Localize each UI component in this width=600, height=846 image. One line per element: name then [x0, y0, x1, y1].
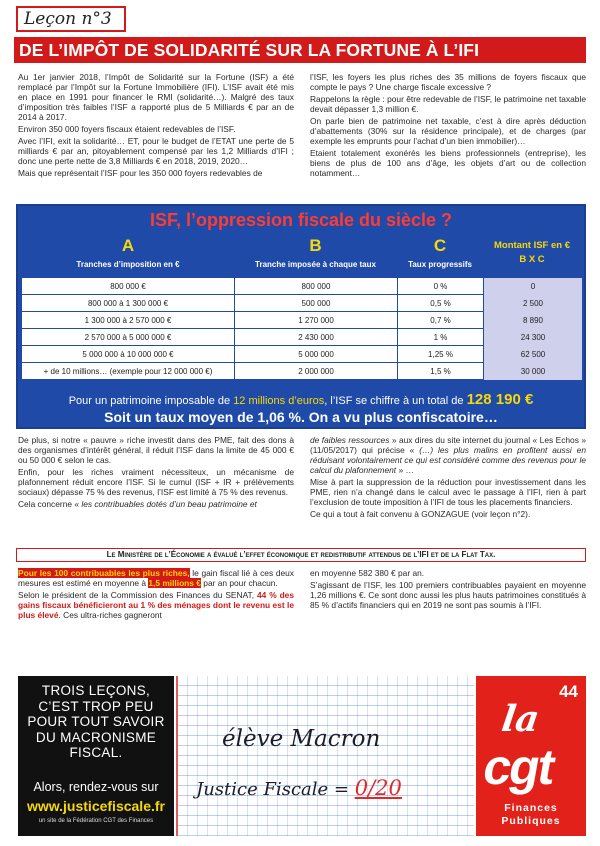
promo-line: C’EST TROP PEU [38, 698, 154, 714]
isf-summary-line2: Soit un taux moyen de 1,06 %. On a vu plus confiscatoire… [104, 409, 498, 425]
table-row [22, 295, 582, 312]
summary-total: 128 190 € [466, 391, 534, 408]
bottom-paragraph [18, 568, 294, 588]
justice-label: Justice Fiscale = [196, 779, 355, 800]
table-cell: 1,5 % [397, 363, 483, 380]
column-header-tranches: Tranches d’imposition en € [76, 260, 180, 269]
intro-paragraph: Mais que représentait l’ISF pour les 350 000 foyers redevables de [18, 168, 263, 178]
cgt-finances-publiques [476, 802, 586, 828]
table-row [22, 312, 582, 329]
text-fragment: » … [396, 465, 414, 475]
table-cell: 2 000 000 [234, 363, 397, 380]
cgt-line: Finances [504, 802, 558, 814]
montant-header-line2: B X C [519, 254, 545, 265]
cgt-number: 44 [559, 682, 578, 701]
promo-box [18, 676, 174, 836]
intro-paragraph: Avec l’IFI, exit la solidarité… ET, pour le budget de l’ETAT une perte de 5 milliards € par an, pitoyablement compensé par les 1,2 Milliards d’IFI ; donc une perte nette de 3,8 Milliards € en 2018, 2019, 2020… [18, 136, 294, 166]
bottom-left-column [18, 568, 294, 658]
notebook-illustration [176, 676, 474, 836]
middle-paragraph [18, 499, 294, 509]
highlight: 44 % des gains fiscaux bénéficieront au 1 % des ménages dont le revenu est le plus élevé [18, 590, 294, 620]
table-cell: 1 % [397, 329, 483, 346]
column-letter-a: A [121, 236, 135, 255]
column-header-tranche-imposee: Tranche imposée à chaque taux [255, 260, 376, 269]
quote-fragment: de faibles ressources [310, 435, 390, 445]
table-cell: 5 000 000 [234, 346, 397, 363]
intro-paragraph: Au 1er janvier 2018, l’Impôt de Solidarité sur la Fortune (ISF) a été remplacé par l’Impôt sur la Fortune Immobilière (IFI). L’ISF avait été mis en place en 1991 pour financer le RMI (solidarité…). Malgré des taux d’imposition très faibles l’ISF a rapporté plus de 5 Milliards € par an de 2014 à 2017. [18, 72, 294, 122]
text-fragment: Cela concerne « [18, 499, 82, 509]
table-cell: 1 270 000 [234, 312, 397, 329]
table-row [22, 346, 582, 363]
table-cell: 800 000 à 1 300 000 € [87, 299, 169, 308]
ministere-banner: Le Ministère de l’Économie a évalué l’effet économique et redistributif attendus de l’IFI et de la Flat Tax. [16, 548, 586, 562]
promo-line: FISCAL. [69, 745, 123, 760]
promo-headline [18, 683, 174, 761]
promo-line: POUR TOUT SAVOIR [27, 714, 165, 729]
table-cell: 0,5 % [397, 295, 483, 312]
table-cell: 5 000 000 à 10 000 000 € [82, 350, 174, 359]
table-cell: 800 000 [234, 278, 397, 295]
summary-text: , l’ISF se chiffre à un total de [324, 395, 464, 407]
promo-url-link[interactable]: www.justicefiscale.fr [27, 798, 165, 814]
text-fragment: » aux dires du site internet du journal « Les Echos » (11/05/2017) qui précise « [310, 435, 587, 455]
table-cell: 2 570 000 à 5 000 000 € [84, 333, 172, 342]
table-cell: 1,25 % [397, 346, 483, 363]
justice-fiscale-text [196, 776, 466, 800]
column-letter-c: C [433, 236, 447, 255]
table-cell: 2 430 000 [234, 329, 397, 346]
intro-right-column [310, 72, 586, 208]
table-cell: 8 890 [483, 312, 582, 329]
text-fragment: le gain fiscal lié à ces deux mesures est estimé en moyenne à [18, 568, 294, 588]
table-cell: 500 000 [234, 295, 397, 312]
isf-table-rows [22, 278, 582, 380]
highlight: Pour les 100 contribuables les plus riches, [18, 568, 190, 578]
quote-fragment: (…) les plus malins en profitent aussi en réduisant volontairement ce qui est considéré comme des revenus pour le calcul du plafonnement [310, 445, 586, 475]
bottom-paragraph: en moyenne 582 380 € par an. [310, 568, 425, 578]
middle-paragraph: Mise à part la suppression de la réduction pour investissement dans les PME, rien n’a changé dans le calcul avec le passage à l’IFI, rien à part l’exclusion de toute imposition à l’IFI de tous les placements financiers. [310, 477, 586, 507]
table-cell: + de 10 millions… (exemple pour 12 000 000 €) [43, 367, 213, 376]
promo-rdv: Alors, rendez-vous sur [33, 780, 159, 794]
isf-table-title: ISF, l’oppression fiscale du siècle ? [149, 210, 453, 230]
eleve-macron-text: élève Macron [222, 726, 381, 752]
summary-text: Pour un patrimoine imposable de [68, 395, 231, 407]
quote-fragment: les contribuables dotés d’un beau patrimoine et [81, 499, 257, 509]
table-row [22, 329, 582, 346]
intro-paragraph: Etaient totalement exonérés les biens professionnels (entreprise), les biens de plus de 100 ans d’âge, les objets d’art ou de collection notamment… [310, 148, 586, 178]
isf-table-box [16, 204, 586, 429]
intro-left-column [18, 72, 294, 208]
column-header-taux: Taux progressifs [408, 260, 472, 269]
intro-paragraph: On parle bien de patrimoine net taxable, c’est à dire après déduction d’abattements (30% sur la résidence principale), et de charges (par exemple les emprunts pour l’achat d’un bien immobilier)… [310, 116, 586, 146]
cgt-la-text: la [499, 698, 542, 740]
column-letter-b: B [309, 236, 322, 255]
summary-patrimoine: 12 millions d’euros [233, 395, 325, 407]
table-cell: 30 000 [483, 363, 582, 380]
page-title: DE L’IMPÔT DE SOLIDARITÉ SUR LA FORTUNE À L’IFI [14, 37, 586, 63]
table-cell: 0 % [397, 278, 483, 295]
intro-paragraph: Rappelons la règle : pour être redevable de l’ISF, le patrimoine net taxable devait dépasser 1,3 million €. [310, 94, 586, 114]
grade-text: 0/20 [354, 776, 402, 800]
text-fragment: . Ces ultra-riches gagneront [58, 610, 162, 620]
middle-right-column [310, 435, 586, 547]
middle-left-column [18, 435, 294, 547]
middle-paragraph [310, 435, 586, 475]
promo-line: DU MACRONISME [35, 729, 157, 745]
bottom-right-column [310, 568, 586, 658]
text-fragment: par an pour chacun. [200, 578, 278, 588]
middle-paragraph: Enfin, pour les riches vraiment nécessiteux, un mécanisme de plafonnement réduit encore l’ISF. Si le cumul (ISF + IR + prélèvements sociaux) dépasse 75 % des revenus, l’ISF est limité à 75 % des revenus. [18, 467, 294, 497]
intro-paragraph: Environ 350 000 foyers fiscaux étaient redevables de l’ISF. [18, 124, 236, 134]
column-header-montant [482, 234, 582, 282]
table-cell: 62 500 [483, 346, 582, 363]
cgt-logo-box [476, 676, 586, 836]
cgt-logo-text: cgt [479, 739, 558, 795]
promo-subtitle: un site de la Fédération CGT des Finances [38, 818, 154, 824]
table-cell: 0 [483, 278, 582, 295]
middle-paragraph: De plus, si notre « pauvre » riche investit dans des PME, fait des dons à des organismes d’intérêt général, il réduit l’ISF dans la limite de 45 000 € ou 50 000 € selon le cas. [18, 435, 294, 465]
lecon-label: Leçon n°3 [16, 6, 126, 32]
cgt-line: Publiques [501, 815, 561, 827]
table-cell: 800 000 € [110, 282, 146, 291]
highlight: 1,5 millions € [148, 578, 201, 588]
table-row [22, 363, 582, 380]
promo-line: TROIS LEÇONS, [41, 683, 151, 698]
montant-header-line1: Montant ISF en € [494, 240, 570, 251]
table-cell: 0,7 % [397, 312, 483, 329]
table-cell: 1 300 000 à 2 570 000 € [84, 316, 172, 325]
bottom-paragraph: S’agissant de l’ISF, les 100 premiers contribuables payaient en moyenne 1,26 millions €. Ce sont donc aussi les plus hauts patrimoines constitués à 85 % d’actifs financiers qui en 2019 ne sont pas soumis à l’IFI. [310, 580, 586, 610]
middle-paragraph: Ce qui a tout à fait convenu à GONZAGUE (voir leçon n°2). [310, 509, 531, 519]
bottom-paragraph [18, 590, 294, 620]
table-row [22, 278, 582, 295]
table-cell: 2 500 [483, 295, 582, 312]
intro-paragraph: l’ISF, les foyers les plus riches des 35 millions de foyers fiscaux que compte le pays ? Une charge fiscale excessive ? [310, 72, 586, 92]
isf-summary-line1 [18, 391, 584, 408]
text-fragment: Selon le président de la Commission des Finances du SENAT, [18, 590, 257, 600]
table-cell: 24 300 [483, 329, 582, 346]
